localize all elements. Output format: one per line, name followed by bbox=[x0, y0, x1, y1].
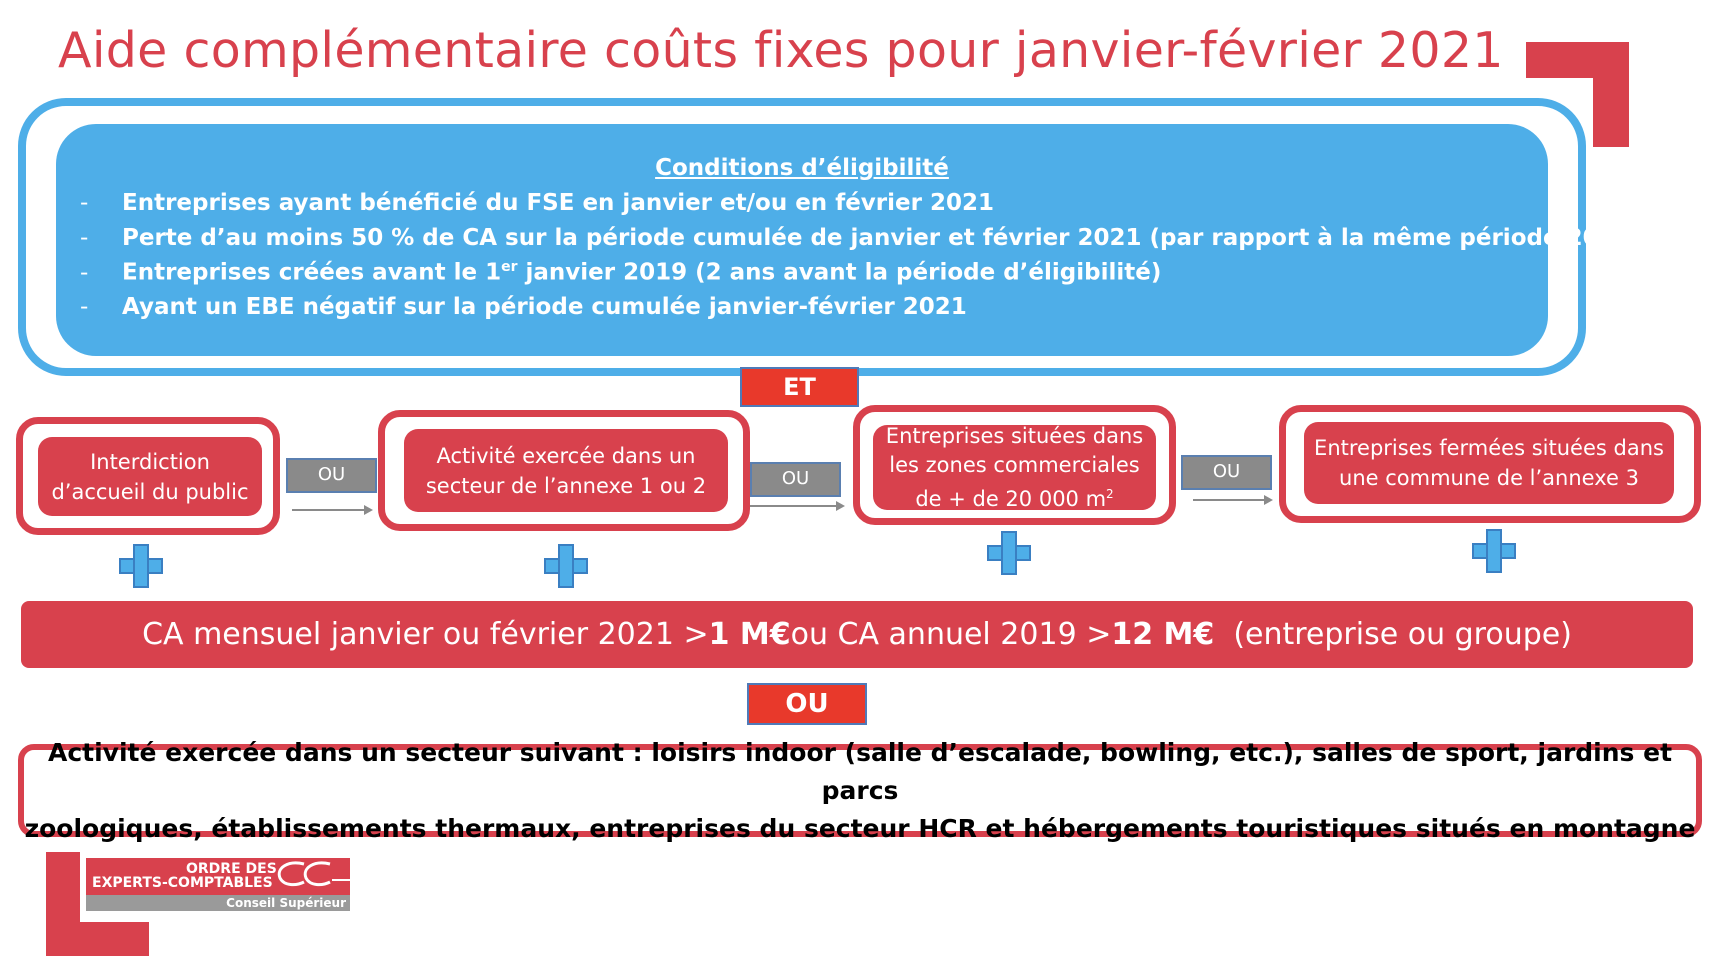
page-title: Aide complémentaire coûts fixes pour janvier-février 2021 bbox=[58, 22, 1504, 79]
criterion-annex-sector: Activité exercée dans un secteur de l’annexe 1 ou 2 bbox=[404, 429, 728, 512]
activity-line: zoologiques, établissements thermaux, entreprises du secteur HCR et hébergements touristiques situés en montagne bbox=[24, 813, 1696, 843]
et-tag: ET bbox=[740, 367, 859, 407]
arrow-right-icon bbox=[836, 501, 845, 511]
plus-icon bbox=[119, 544, 163, 588]
condition-item: - Entreprises ayant bénéficié du FSE en janvier et/ou en février 2021 bbox=[80, 190, 994, 216]
arrow-right-icon bbox=[1264, 495, 1273, 505]
condition-item: - Entreprises créées avant le 1er janvier 2019 (2 ans avant la période d’éligibilité) bbox=[80, 259, 1162, 286]
or-tag: OU bbox=[1181, 455, 1272, 490]
activity-line: Activité exercée dans un secteur suivant : loisirs indoor (salle d’escalade, bowling, etc.), salles de sport, jardins et parcs bbox=[47, 737, 1673, 805]
logo-text: ORDRE DES bbox=[186, 861, 277, 877]
plus-icon bbox=[544, 544, 588, 588]
conditions-heading: Conditions d’éligibilité bbox=[655, 155, 949, 181]
or-tag: OU bbox=[750, 462, 841, 497]
activity-sectors-box bbox=[18, 737, 1702, 843]
or-big-tag: OU bbox=[747, 683, 867, 725]
bullet-dash: - bbox=[80, 259, 89, 286]
arrow-line bbox=[750, 505, 836, 507]
logo-text: EXPERTS-COMPTABLES bbox=[92, 875, 273, 891]
arrow-line bbox=[1193, 499, 1264, 501]
criterion-public-access: Interdiction d’accueil du public bbox=[38, 437, 262, 516]
bullet-dash: - bbox=[80, 190, 89, 216]
bullet-dash: - bbox=[80, 225, 89, 251]
logo-cc-icon bbox=[270, 854, 356, 894]
condition-item: - Ayant un EBE négatif sur la période cumulée janvier-février 2021 bbox=[80, 294, 967, 320]
plus-icon bbox=[1472, 529, 1516, 573]
arrow-right-icon bbox=[364, 505, 373, 515]
plus-icon bbox=[987, 531, 1031, 575]
corner-bracket-bottom-left-base bbox=[46, 922, 149, 956]
condition-item: - Perte d’au moins 50 % de CA sur la période cumulée de janvier et février 2021 (par rapport à la même période 2019) bbox=[80, 225, 1642, 251]
criterion-closed-annex3: Entreprises fermées situées dans une commune de l’annexe 3 bbox=[1304, 422, 1674, 504]
criterion-commercial-zones: Entreprises situées dans les zones commerciales de + de 20 000 $m^2$ bbox=[873, 425, 1156, 510]
bullet-dash: - bbox=[80, 294, 89, 320]
or-tag: OU bbox=[286, 458, 377, 493]
arrow-line bbox=[292, 509, 364, 511]
corner-bracket-top-right-side bbox=[1593, 42, 1629, 147]
logo-subtitle: Conseil Supérieur bbox=[86, 895, 350, 911]
turnover-threshold-bar: CA mensuel janvier ou février 2021 > 1 M€ ou CA annuel 2019 > 12 M€ (entreprise ou groupe) bbox=[21, 601, 1693, 668]
